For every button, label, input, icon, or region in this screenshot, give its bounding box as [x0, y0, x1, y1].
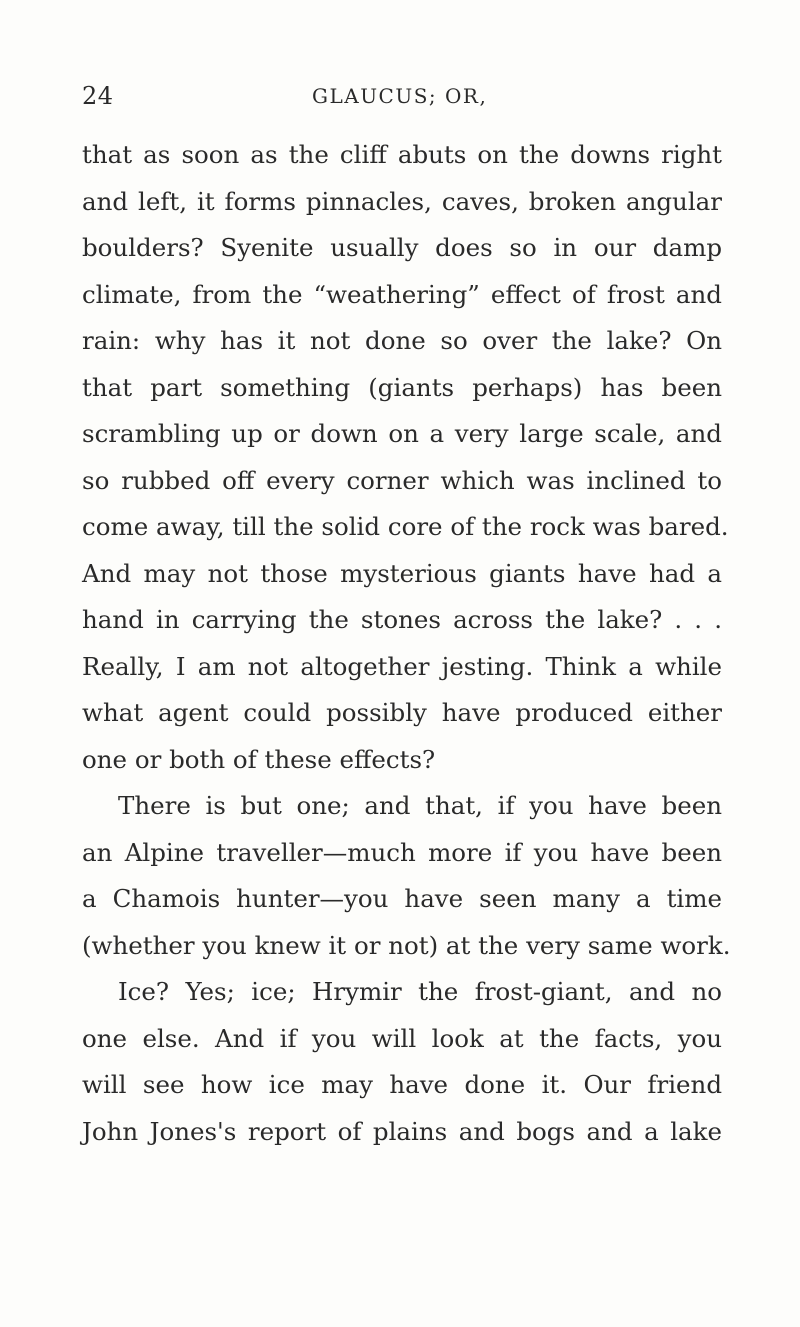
- text-line: Ice? Yes; ice; Hrymir the frost-giant, and no: [118, 977, 722, 1006]
- text-line: what agent could possibly have produced either: [82, 698, 722, 727]
- running-head: [82, 82, 718, 118]
- text-line: an Alpine traveller—much more if you have been: [82, 837, 722, 867]
- text-line: that as soon as the cliff abuts on the downs right: [82, 140, 722, 169]
- text-line: (whether you knew it or not) at the very same work.: [82, 930, 731, 960]
- text-line: John Jones's report of plains and bogs and a lake: [82, 1116, 722, 1146]
- text-line: and left, it forms pinnacles, caves, broken angular: [82, 186, 722, 216]
- text-line: And may not those mysterious giants have had a: [82, 558, 722, 588]
- text-line: scrambling up or down on a very large scale, and: [82, 419, 722, 448]
- text-line: boulders? Syenite usually does so in our damp: [82, 233, 722, 262]
- page-number: 24: [82, 82, 114, 110]
- text-line: climate, from the “weathering” effect of frost and: [82, 279, 722, 309]
- text-line: one or both of these effects?: [82, 744, 436, 774]
- text-line: hand in carrying the stones across the lake? . . .: [82, 605, 722, 634]
- running-head-title: GLAUCUS; OR,: [312, 84, 488, 108]
- text-line: rain: why has it not done so over the lake? On: [82, 326, 722, 355]
- text-line: so rubbed off every corner which was inclined to: [82, 465, 722, 495]
- text-line: a Chamois hunter—you have seen many a time: [82, 884, 722, 913]
- text-line: come away, till the solid core of the rock was bared.: [82, 512, 729, 541]
- text-line: one else. And if you will look at the facts, you: [82, 1023, 722, 1053]
- text-line: There is but one; and that, if you have been: [118, 791, 722, 820]
- text-line: that part something (giants perhaps) has been: [82, 372, 722, 402]
- text-line: will see how ice may have done it. Our friend: [82, 1070, 722, 1099]
- text-line: Really, I am not altogether jesting. Think a while: [82, 651, 722, 681]
- body-text: [82, 132, 731, 1155]
